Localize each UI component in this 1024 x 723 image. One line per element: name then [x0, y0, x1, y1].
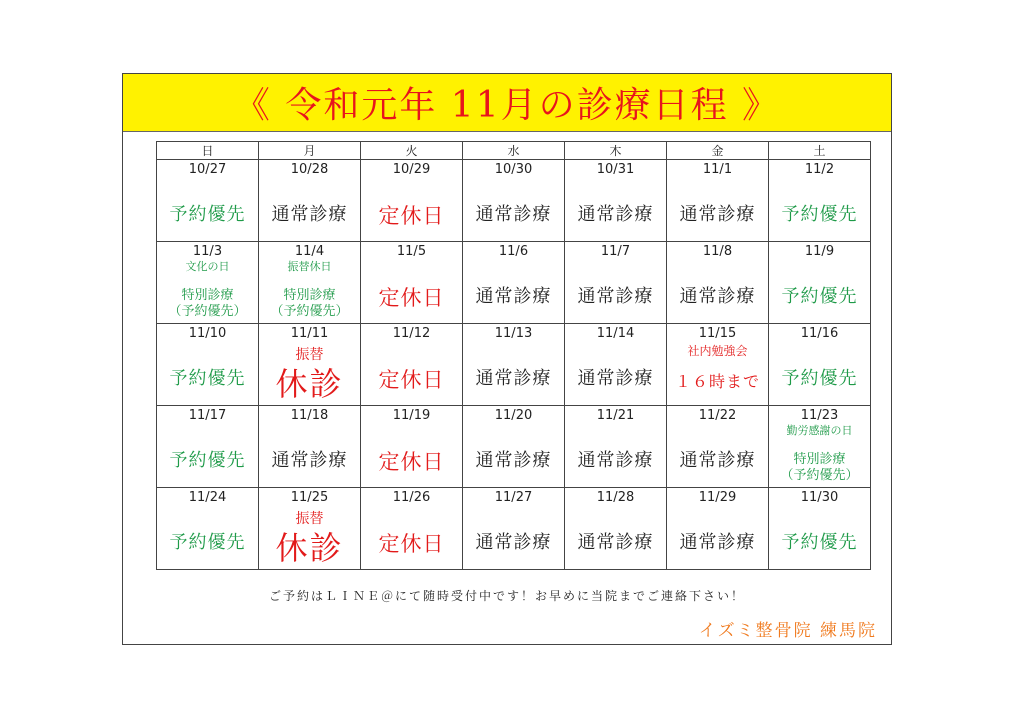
day-cell — [769, 242, 871, 324]
date-label: 11/19 — [392, 408, 431, 423]
status-closed: 定休日 — [378, 286, 445, 310]
status-reserve: 予約優先 — [781, 286, 858, 307]
status-normal: 通常診療 — [577, 286, 654, 307]
week-row — [157, 406, 871, 488]
day-cell — [463, 242, 565, 324]
day-cell — [157, 488, 259, 570]
date-label: 11/7 — [600, 244, 631, 259]
special-clinic — [157, 288, 258, 320]
day-cell — [463, 406, 565, 488]
date-label: 11/28 — [596, 490, 635, 505]
date-label: 11/14 — [596, 326, 635, 341]
status-normal: 通常診療 — [271, 450, 348, 471]
day-cell — [565, 160, 667, 242]
schedule-frame — [122, 73, 892, 645]
status-normal: 通常診療 — [475, 368, 552, 389]
status-normal: 通常診療 — [679, 450, 756, 471]
status-normal: 通常診療 — [271, 204, 348, 225]
date-label: 11/8 — [702, 244, 733, 259]
special-clinic — [259, 288, 360, 320]
day-cell — [667, 324, 769, 406]
weekday-wed: 水 — [463, 142, 565, 160]
study-time: １６時まで — [674, 372, 760, 391]
day-cell — [667, 242, 769, 324]
status-normal: 通常診療 — [577, 450, 654, 471]
study-label: 社内勉強会 — [687, 344, 748, 358]
date-label: 11/29 — [698, 490, 737, 505]
status-reserve: 予約優先 — [169, 204, 246, 225]
date-label: 11/23 — [800, 408, 839, 423]
week-row — [157, 488, 871, 570]
weekday-thu: 木 — [565, 142, 667, 160]
special-clinic — [769, 452, 870, 484]
weekday-header-row — [157, 142, 871, 160]
holiday-label: 文化の日 — [185, 260, 230, 273]
special-line2: （予約優先） — [270, 304, 349, 319]
day-cell — [361, 242, 463, 324]
day-cell — [259, 242, 361, 324]
date-label: 11/6 — [498, 244, 529, 259]
weekday-sat: 土 — [769, 142, 871, 160]
day-cell — [157, 406, 259, 488]
calendar-table — [156, 141, 871, 570]
date-label: 11/9 — [804, 244, 835, 259]
status-normal: 通常診療 — [577, 532, 654, 553]
week-row — [157, 160, 871, 242]
date-label: 11/16 — [800, 326, 839, 341]
status-closed: 定休日 — [378, 450, 445, 474]
day-cell — [769, 406, 871, 488]
day-cell — [463, 324, 565, 406]
date-label: 11/22 — [698, 408, 737, 423]
day-cell — [565, 406, 667, 488]
day-cell — [259, 406, 361, 488]
date-label: 11/30 — [800, 490, 839, 505]
week-row — [157, 324, 871, 406]
date-label: 11/27 — [494, 490, 533, 505]
status-normal: 通常診療 — [679, 286, 756, 307]
special-line2: （予約優先） — [168, 304, 247, 319]
weekday-sun: 日 — [157, 142, 259, 160]
status-normal: 通常診療 — [577, 368, 654, 389]
date-label: 11/13 — [494, 326, 533, 341]
date-label: 11/2 — [804, 162, 835, 177]
status-closed: 定休日 — [378, 204, 445, 228]
special-line2: （予約優先） — [780, 468, 859, 483]
furikae-label: 振替 — [295, 347, 324, 363]
day-cell — [667, 160, 769, 242]
status-reserve: 予約優先 — [169, 368, 246, 389]
status-reserve: 予約優先 — [781, 204, 858, 225]
weekday-mon: 月 — [259, 142, 361, 160]
status-normal: 通常診療 — [475, 286, 552, 307]
date-label: 11/15 — [698, 326, 737, 341]
date-label: 11/11 — [290, 326, 329, 341]
day-cell — [769, 324, 871, 406]
date-label: 11/12 — [392, 326, 431, 341]
day-cell — [565, 488, 667, 570]
day-cell — [157, 242, 259, 324]
date-label: 10/29 — [392, 162, 431, 177]
date-label: 11/18 — [290, 408, 329, 423]
date-label: 11/17 — [188, 408, 227, 423]
day-cell — [361, 324, 463, 406]
day-cell — [463, 160, 565, 242]
status-normal: 通常診療 — [679, 532, 756, 553]
date-label: 10/31 — [596, 162, 635, 177]
status-normal: 通常診療 — [475, 532, 552, 553]
status-closed: 定休日 — [378, 532, 445, 556]
title-banner — [123, 74, 891, 132]
status-kyushin: 休診 — [275, 365, 344, 403]
day-cell — [259, 488, 361, 570]
holiday-label: 振替休日 — [287, 260, 332, 273]
day-cell — [259, 160, 361, 242]
day-cell — [157, 324, 259, 406]
status-reserve: 予約優先 — [781, 368, 858, 389]
date-label: 11/4 — [294, 244, 325, 259]
reservation-notice: ご予約はＬＩＮＥ＠にて随時受付中です！お早めに当院までご連絡下さい！ — [268, 589, 745, 603]
day-cell — [769, 160, 871, 242]
clinic-name: イズミ整骨院 練馬院 — [698, 621, 877, 641]
day-cell — [361, 488, 463, 570]
day-cell — [565, 242, 667, 324]
date-label: 11/24 — [188, 490, 227, 505]
day-cell — [565, 324, 667, 406]
status-normal: 通常診療 — [679, 204, 756, 225]
week-row — [157, 242, 871, 324]
status-normal: 通常診療 — [475, 204, 552, 225]
day-cell — [361, 160, 463, 242]
date-label: 11/1 — [702, 162, 733, 177]
day-cell — [259, 324, 361, 406]
day-cell — [157, 160, 259, 242]
date-label: 11/25 — [290, 490, 329, 505]
day-cell — [769, 488, 871, 570]
status-reserve: 予約優先 — [169, 450, 246, 471]
status-closed: 定休日 — [378, 368, 445, 392]
status-normal: 通常診療 — [577, 204, 654, 225]
date-label: 11/21 — [596, 408, 635, 423]
page-title: 《 令和元年 11月の診療日程 》 — [233, 85, 781, 126]
furikae-label: 振替 — [295, 511, 324, 527]
status-reserve: 予約優先 — [781, 532, 858, 553]
date-label: 10/27 — [188, 162, 227, 177]
date-label: 11/3 — [192, 244, 223, 259]
date-label: 10/28 — [290, 162, 329, 177]
holiday-label: 勤労感謝の日 — [786, 424, 853, 437]
special-line1: 特別診療 — [283, 288, 336, 303]
status-normal: 通常診療 — [475, 450, 552, 471]
special-line1: 特別診療 — [181, 288, 234, 303]
weekday-tue: 火 — [361, 142, 463, 160]
date-label: 11/20 — [494, 408, 533, 423]
day-cell — [463, 488, 565, 570]
day-cell — [667, 406, 769, 488]
date-label: 10/30 — [494, 162, 533, 177]
date-label: 11/10 — [188, 326, 227, 341]
day-cell — [361, 406, 463, 488]
special-line1: 特別診療 — [793, 452, 846, 467]
weekday-fri: 金 — [667, 142, 769, 160]
status-kyushin: 休診 — [275, 529, 344, 567]
day-cell — [667, 488, 769, 570]
status-reserve: 予約優先 — [169, 532, 246, 553]
date-label: 11/5 — [396, 244, 427, 259]
date-label: 11/26 — [392, 490, 431, 505]
